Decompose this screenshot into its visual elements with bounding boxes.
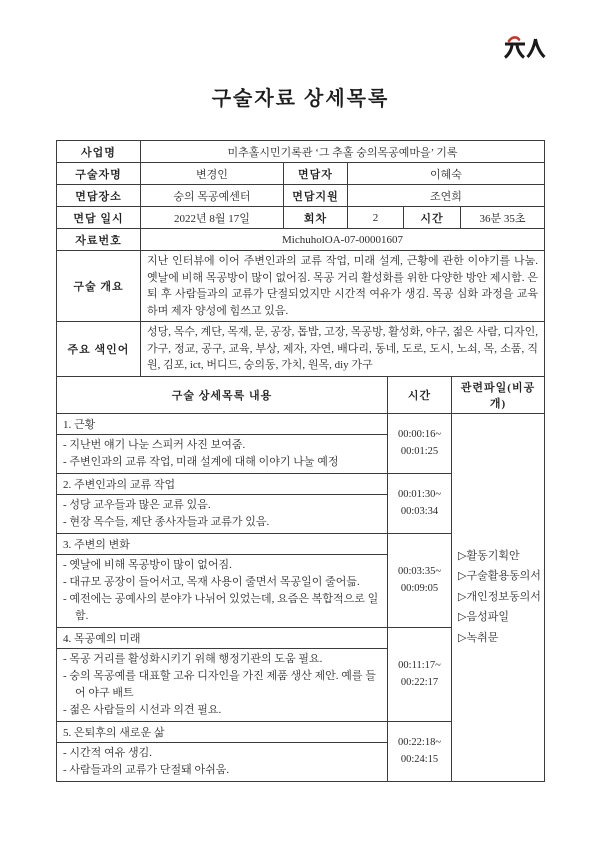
detail-table: [56, 376, 545, 782]
page-title: 구술자료 상세목록: [211, 88, 390, 110]
bullet-item: - 옛날에 비해 목공방이 많이 없어짐.: [63, 558, 232, 571]
section-title: 4. 목공예의 미래: [57, 627, 388, 648]
value-keywords: 성당, 목수, 계단, 목재, 문, 공장, 톱밥, 고장, 목공방, 활성화, 야구, 젊은 사람, 디자인, 가구, 정교, 공구, 교육, 부상, 제자, 자연, 배다리, 동네, 도로, 도시, 노쇠, 목, 소품, 직원, 김포, ict, 버디드, 숭의동, 가치, 원목, diy 가구: [140, 322, 544, 377]
label-interview-support: 면담지원: [283, 185, 347, 207]
label-duration: 시간: [403, 207, 460, 229]
time-range: [388, 533, 452, 627]
label-oral-summary: 구술 개요: [56, 251, 140, 322]
label-interview-date: 면담 일시: [56, 207, 140, 229]
row-narrator: [56, 163, 544, 185]
label-keywords: 주요 색인어: [56, 322, 140, 377]
row-archive-number: [56, 229, 544, 251]
label-project-name: 사업명: [56, 141, 140, 163]
section-bullets: [57, 494, 388, 533]
section-bullets: [57, 648, 388, 721]
michuhol-archive-logo-icon: [501, 33, 547, 63]
time-end: 00:03:34: [400, 506, 439, 517]
section-title: 1. 근황: [57, 413, 388, 434]
row-datetime: [56, 207, 544, 229]
value-interviewer: 이혜숙: [347, 163, 544, 185]
label-archive-number: 자료번호: [56, 229, 140, 251]
bullet-item: - 주변인과의 교류 작업, 미래 설계에 대해 이야기 나눌 예정: [63, 455, 339, 468]
file-item: ▷개인정보동의서: [458, 590, 541, 603]
value-session-number: 2: [347, 207, 403, 229]
file-item: ▷음성파일: [458, 611, 509, 624]
time-range: [388, 627, 452, 721]
info-table: [56, 140, 545, 377]
time-start: 00:22:18~: [397, 737, 441, 748]
time-range: [388, 473, 452, 533]
related-files: [452, 413, 545, 781]
time-start: 00:00:16~: [397, 429, 441, 440]
row-keywords: [56, 322, 544, 377]
value-interview-support: 조연희: [347, 185, 544, 207]
section-bullets: [57, 742, 388, 781]
section-bullets: [57, 554, 388, 627]
time-range: [388, 413, 452, 473]
label-interviewer: 면담자: [283, 163, 347, 185]
bullet-item: - 사람들과의 교류가 단절돼 아쉬움.: [63, 763, 230, 776]
section-title: 2. 주변인과의 교류 작업: [57, 473, 388, 494]
value-project-name: 미추홀시민기록관 ‘그 추홀 숭의목공예마을’ 기록: [140, 141, 544, 163]
row-project-name: [56, 141, 544, 163]
detail-header-row: [57, 376, 545, 413]
bullet-item: - 지난번 얘기 나눈 스피커 사진 보여줌.: [63, 438, 246, 451]
time-start: 00:01:30~: [397, 489, 441, 500]
row-place: [56, 185, 544, 207]
value-oral-summary: 지난 인터뷰에 이어 주변인과의 교류 작업, 미래 설계, 근황에 관한 이야기를 나눔. 옛날에 비해 목공방이 많이 없어짐. 목공 거리 활성화를 위한 다양한 방안 제시함. 은퇴 후 사람들과의 교류가 단절되었지만 시간적 여유가 생김. 목공 심화 과정을 교육하며 제자 양성에 힘쓰고 있음.: [140, 251, 544, 322]
time-start: 00:11:17~: [398, 660, 441, 671]
bullet-item: - 예전에는 공예사의 분야가 나뉘어 있었는데, 요즘은 복합적으로 일함.: [63, 592, 379, 622]
file-item: ▷구술활용동의서: [458, 570, 541, 583]
bullet-item: - 젊은 사람들의 시선과 의견 필요.: [63, 703, 222, 716]
section-bullets: [57, 434, 388, 473]
time-end: 00:22:17: [400, 677, 439, 688]
value-interview-place: 숭의 목공예센터: [140, 185, 283, 207]
label-interview-place: 면담장소: [56, 185, 140, 207]
bullet-item: - 숭의 목공예를 대표할 고유 디자인을 가진 제품 생산 제안. 예를 들어 야구 배트: [63, 669, 376, 699]
value-archive-number: MichuholOA-07-00001607: [140, 229, 544, 251]
time-start: 00:03:35~: [397, 566, 441, 577]
row-summary: [56, 251, 544, 322]
bullet-item: - 대규모 공장이 들어서고, 목재 사용이 줄면서 목공일이 줄어듦.: [63, 575, 360, 588]
bullet-item: - 성당 교우들과 많은 교류 있음.: [63, 498, 211, 511]
section-1-title-row: [57, 413, 545, 434]
value-narrator-name: 변경인: [140, 163, 283, 185]
file-item: ▷녹취문: [458, 631, 499, 644]
time-range: [388, 721, 452, 781]
header-related-files: 관련파일(비공개): [452, 376, 545, 413]
section-title: 5. 은퇴후의 새로운 삶: [57, 721, 388, 742]
section-title: 3. 주변의 변화: [57, 533, 388, 554]
bullet-item: - 목공 거리를 활성화시키기 위해 행정기관의 도움 필요.: [63, 652, 323, 665]
header-content: 구술 상세목록 내용: [57, 376, 388, 413]
label-session-number: 회차: [283, 207, 347, 229]
file-item: ▷활동기획안: [458, 549, 520, 562]
header-time: 시간: [388, 376, 452, 413]
label-narrator-name: 구술자명: [56, 163, 140, 185]
time-end: 00:24:15: [400, 754, 439, 765]
value-interview-date: 2022년 8월 17일: [140, 207, 283, 229]
value-duration: 36분 35초: [460, 207, 544, 229]
time-end: 00:01:25: [400, 446, 439, 457]
time-end: 00:09:05: [400, 583, 439, 594]
bullet-item: - 현장 목수들, 제단 종사자들과 교류가 있음.: [63, 515, 270, 528]
bullet-item: - 시간적 여유 생김.: [63, 746, 153, 759]
